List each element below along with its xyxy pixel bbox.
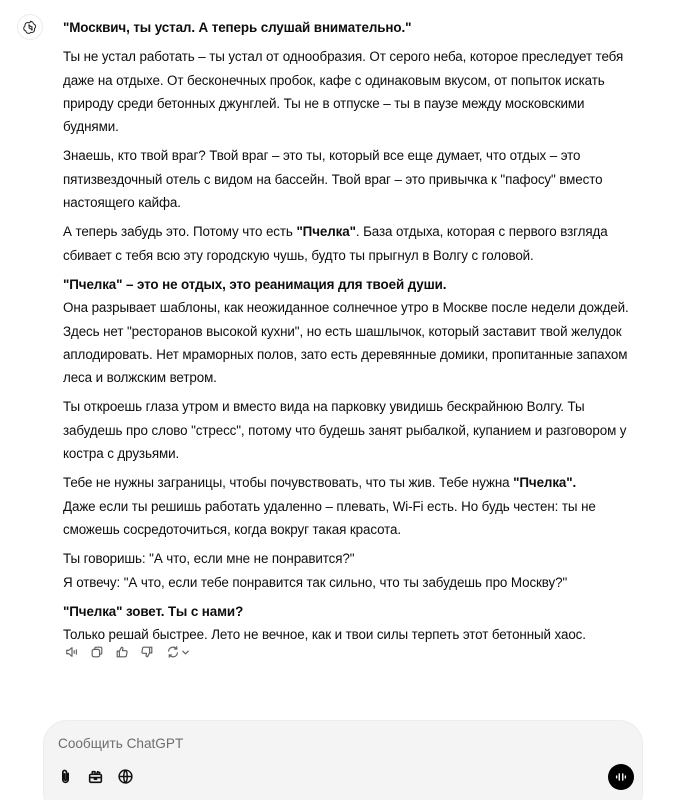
globe-icon [117, 768, 134, 785]
read-aloud-button[interactable] [63, 643, 81, 661]
web-search-button[interactable] [115, 765, 135, 787]
message-input[interactable] [58, 732, 598, 754]
chevron-down-icon [181, 648, 190, 657]
paragraph-6b: Даже если ты решишь работать удаленно – плевать, Wi-Fi есть. Но будь честен: ты не сможешь сосредоточиться, когда вокруг такая красота. [63, 498, 596, 537]
message-content [63, 16, 643, 652]
paragraph-4: Она разрывает шаблоны, как неожиданное солнечное утро в Москве после недели дождей. Здесь нет "ресторанов высокой кухни", но есть шашлычок, который заставит твой желудок аплодировать. Нет мраморных полов, зато есть деревянные домики, пропитанные запахом леса и волжским ветром. [63, 300, 629, 386]
composer-tools [55, 765, 135, 787]
message-actions [63, 643, 193, 661]
message-heading: "Москвич, ты устал. А теперь слушай внимательно." [63, 20, 412, 35]
openai-logo-icon [22, 19, 39, 36]
good-response-button[interactable] [113, 643, 131, 661]
tools-button[interactable] [85, 765, 105, 787]
assistant-avatar [17, 14, 43, 40]
paragraph-1: Ты не устал работать – ты устал от однообразия. От серого неба, которое преследует тебя даже на отдыхе. От бесконечных пробок, кафе с одинаковым вкусом, от попыток искать природу среди бетонных джунглей. Ты не в отпуске – ты в паузе между московскими буднями. [63, 49, 624, 135]
paragraph-6a: Тебе не нужны заграницы, чтобы почувствовать, что ты жив. Тебе нужна "Пчелка". [63, 475, 577, 491]
voice-mode-button[interactable] [608, 764, 634, 790]
bad-response-button[interactable] [138, 643, 156, 661]
paragraph-2: Знаешь, кто твой враг? Твой враг – это ты, который все еще думает, что отдых – это пятизвездочный отель с видом на бассейн. Твой враг – это привычка к "пафосу" вместо настоящего кайфа. [63, 148, 603, 211]
speaker-icon [65, 645, 79, 659]
voice-waveform-icon [614, 770, 628, 784]
paragraph-3: А теперь забудь это. Потому что есть "Пчелка". База отдыха, которая с первого взгляда сбивает с тебя всю эту городскую чушь, будто ты прыгнул в Волгу с головой. [63, 224, 608, 263]
paragraph-7-line2: Я отвечу: "А что, если тебе понравится так сильно, что ты забудешь про Москву?" [63, 574, 568, 590]
attach-button[interactable] [55, 765, 75, 787]
regenerate-button[interactable] [163, 643, 193, 661]
thumbs-up-icon [115, 645, 129, 659]
paragraph-8: Только решай быстрее. Лето не вечное, как и твои силы терпеть этот бетонный хаос. [63, 627, 586, 643]
paperclip-icon [57, 768, 74, 785]
refresh-icon [166, 645, 180, 659]
paragraph-5: Ты откроешь глаза утром и вместо вида на парковку увидишь бескрайнюю Волгу. Ты забудешь про слово "стресс", потому что будешь занят рыбалкой, купанием и разговором у костра с друзьями. [63, 399, 627, 462]
paragraph-8-heading: "Пчелка" зовет. Ты с нами? [63, 603, 244, 619]
message-composer [43, 720, 643, 800]
paragraph-4-heading: "Пчелка" – это не отдых, это реанимация для твоей души. [63, 276, 447, 292]
paragraph-7-line1: Ты говоришь: "А что, если мне не понравится?" [63, 551, 355, 567]
copy-icon [90, 645, 104, 659]
thumbs-down-icon [140, 645, 154, 659]
toolbox-icon [87, 768, 104, 785]
copy-button[interactable] [88, 643, 106, 661]
